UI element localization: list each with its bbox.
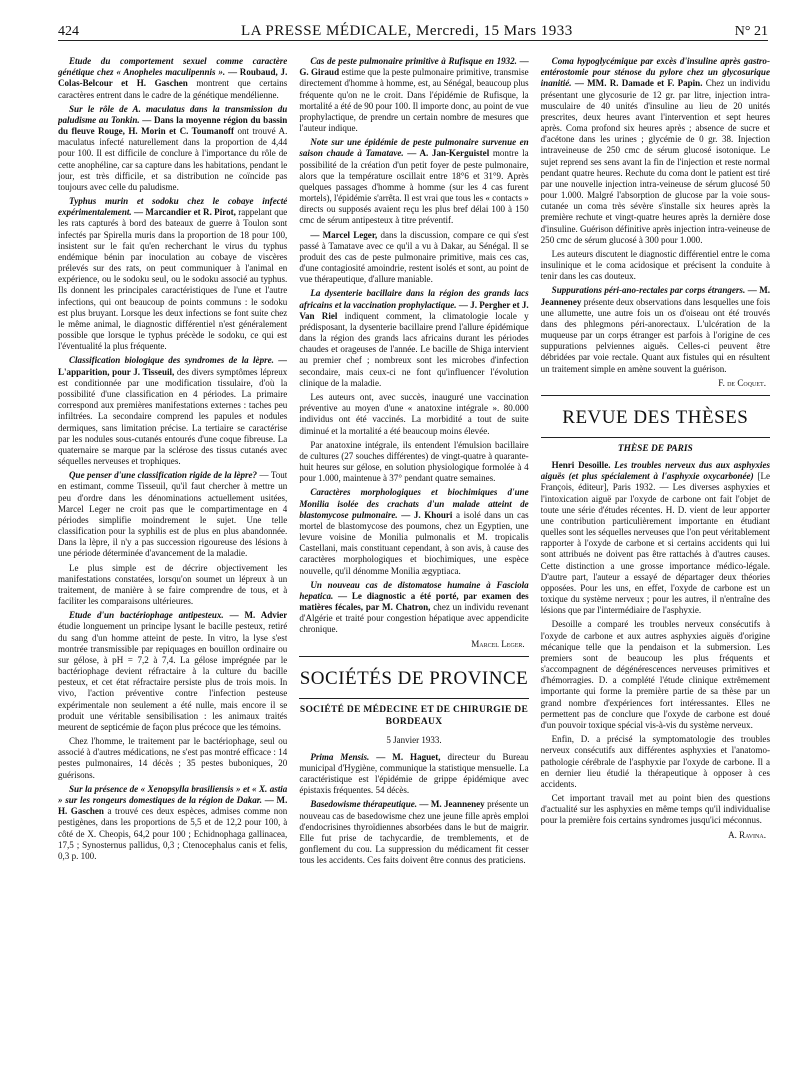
article-authors: — Marcel Leger,: [310, 229, 378, 240]
article-text: — Tout en estimant, comme Tisseuil, qu'il faut chercher à mettre un peu d'ordre dans les dénominations actuellement usitées, Marcel Leger ne croit pas que le compartimentage en 4 périodes simplifie moindrement le sujet. Une telle classification pour la syphilis est de plus en plus abandonnée. Dans la lèpre, il n'y a pas succession rigoureuse des lésions à une période déterminée d'avancement de la maladie.: [58, 470, 288, 559]
article-authors: — J. Khouri: [401, 509, 453, 520]
article-text: montre la possibilité de la création d'un petit foyer de peste pulmonaire, alors que la température oscillait entre 18°6 et 31°9. Après quelques passages d'homme à homme (sur les 4 cas furent mortels), l'épidémie s'arrêta. Il est vrai que tous les « contacts » directs ou supposés avaient reçu les plus bref délai 100 à 150 cmc de sérum antipesteux à titre préventif.: [299, 148, 529, 226]
article-text: montrent que certains caractères entrent dans le cadre de la génétique mendélienne.: [58, 78, 288, 100]
article-authors: — M. Jeanneney: [419, 799, 485, 810]
article-paragraph: [58, 563, 287, 608]
page-header: [58, 18, 768, 41]
divider: [541, 395, 770, 396]
article-text: Chez l'homme, le traitement par le bactériophage, seul ou associé à d'autres médications, ne s'est pas montré efficace : 14 pestes pulmonaires, 14 décès ; 35 pestes buboniques, 20 guérisons.: [58, 736, 288, 780]
session-date: 5 Janvier 1933.: [386, 734, 442, 745]
column-left: [58, 56, 287, 1076]
thesis-author: Henri Desoille.: [551, 460, 611, 471]
issue-number: N° 21: [734, 24, 768, 39]
article-title: La dysenterie bacillaire dans la région des grands lacs africains et la vaccination prophylactique.: [299, 288, 529, 310]
article-text: des divers symptômes lépreux est conditionnée par une modification tissulaire, d'où la possibilité d'une classification en 4 périodes. La primaire correspond aux premières manifestations externes : taches peu infiltrées. La secondaire comprend les papules et nodules dermiques, sans limitation précise. La tertiaire se caractérise par les nodules sous-cutanés entourés d'une coque fibreuse. La quaternaire se marque par la sclérose des tissus cutanés avec séquelles nerveuses et trophiques.: [58, 366, 288, 467]
divider: [541, 437, 770, 438]
article-paragraph: [299, 440, 528, 485]
article-text: rappelant que les rats capturés à bord des bateaux de guerre à Toulon sont infectés par Spirella muris dans la proportion de 18 pour 100, insistent sur le fait qu'en recherchant le virus du typhus endémique bénin par inoculation au cobaye de viscères prélevés sur des rats, on peut communiquer à l'animal en expérience, ou le sodoku seul, ou le sodoku associé au typhus. Ils donnent les principales caractéristiques de l'une et l'autre infections, qui ont beaucoup de points communs : le sodoku est plus bruyant. Lorsque les deux infections se font suite chez le même animal, le diagnostic différentiel n'est généralement possible que lorsque le typhus précède le sodoku, ce qui est l'éventualité la plus fréquente.: [58, 207, 288, 352]
article-authors: — MM. R. Damade et F. Papin.: [574, 78, 703, 89]
article-paragraph: [299, 487, 528, 576]
article-text: ont trouvé A. maculatus infecté naturellement dans la proportion de 4,44 pour 100. Il est difficile de conclure à l'importance du rôle de cette anophéline, car sa capture dans les habitations, pendant le jour, est très difficile, et sa distribution ne coïncide pas toujours avec celle du paludisme.: [58, 126, 288, 192]
article-text: Par anatoxine intégrale, ils entendent l'émulsion bacillaire de cultures (27 souches différentes) de vingt-quatre à quarante-huit heures sur gélose, en solution physiologique formolée à 4 pour 1.000, maintenue à 37° pendant quatre semaines.: [299, 439, 529, 484]
article-text: présente deux observations dans lesquelles une fois une allumette, une autre fois un os d'oiseau ont été trouvés dans des phlegmons péri-anorectaux. L'ulcération de la muqueuse par un corps étranger est parfois à l'origine de ces suppurations pelviennes aiguës. Celles-ci peuvent être débridées par voie rectale. Quant aux fistules qui en résultent un traitement simple en amène souvent la guérison.: [540, 296, 770, 374]
article-paragraph: [299, 580, 528, 636]
thesis-title: Les troubles nerveux dus aux asphyxies aiguës (et plus spécialement à l'asphyxie oxycarbonée): [540, 460, 770, 482]
article-columns: [58, 56, 770, 1076]
article-paragraph: [58, 355, 287, 467]
article-title: Que penser d'une classification rigide de la lèpre?: [69, 470, 258, 481]
thesis-paragraph: Cet important travail met au point bien des questions d'actualité sur les asphyxies en même temps qu'il individualise pour la première fois certains syndromes jusqu'ici méconnus.: [540, 793, 770, 826]
article-paragraph: [58, 196, 287, 352]
page-number: 424: [58, 24, 79, 39]
column-middle-articles: [299, 56, 528, 636]
divider: [299, 656, 528, 657]
article-authors: — G. Giraud: [299, 56, 529, 78]
article-text: étudie longuement un principe lysant le bacille pesteux, retiré du sang d'un homme atteint de peste. In vitro, la lyse s'est montrée transmissible par repiquages en bouillon ordinaire ou sur gélose, à pH = 7,2 à 7,4. La gélose imprégnée par le bactériophage devient réfractaire à la culture du bacille pesteux, et cet état réfractaire persiste plus de trois mois. In vivo, l'action préventive contre l'infection pesteuse expérimentale non seulement a été nulle, mais encore il se produit une véritable sensibilisation : les animaux traités meurent de septicémie de façon plus précoce que les témoins.: [58, 621, 288, 732]
article-title: Typhus murin et sodoku chez le cobaye infecté expérimentalement.: [58, 196, 288, 218]
article-paragraph: [299, 288, 528, 389]
article-title: Basedowisme thérapeutique.: [310, 799, 417, 810]
article-title: Classification biologique des syndromes de la lèpre.: [69, 355, 274, 366]
thesis-paragraph: Desoille a comparé les troubles nerveux consécutifs à l'oxyde de carbone et aux autres asphyxies aiguës d'origine mécanique telle que la pendaison et la submersion. Les premiers sont de beaucoup les plus fréquents et s'accompagnent de dégénérescences nerveuses primitives et d'hémorragies. D. a complété l'étude clinique extrêmement importante qui forme la première partie de sa thèse par un grand nombre d'expériences fort intéressantes. Elles ne permettent pas de conclure que l'oxyde de carbone est doué d'un pouvoir toxique spécial vis-à-vis du système nerveux.: [540, 619, 770, 730]
thesis-paragraphs: [541, 619, 770, 826]
thesis-paragraph: Enfin, D. a précisé la symptomatologie des troubles nerveux consécutifs aux différentes asphyxies et l'anatomo-pathologie cérébrale de l'asphyxie par l'oxyde de carbone. Il a en dernier lieu étudié la thérapeutique à opposer à ces accidents.: [540, 734, 770, 789]
article-authors: — Roubaud, J. Colas-Belcour et H. Gaschen: [58, 67, 288, 89]
article-title: Un nouveau cas de distomatose humaine à Fasciola hepatica.: [299, 579, 529, 601]
article-title: Cas de peste pulmonaire primitive à Rufisque en 1932.: [310, 56, 517, 66]
column-signature: F. de Coquet.: [718, 377, 766, 388]
column-middle: [299, 56, 528, 1076]
column-right: [541, 56, 770, 1076]
article-authors: — L'apparition, pour J. Tisseuil,: [58, 355, 288, 377]
article-text: chez un individu revenant d'Algérie et traité pour congestion hépatique avec appendicite chronique.: [299, 602, 529, 635]
theses-subheading: THÈSE DE PARIS: [617, 444, 693, 455]
thesis-signature: A. Ravina.: [728, 829, 766, 840]
article-paragraph: [58, 104, 287, 193]
article-text: Les auteurs ont, avec succès, inauguré une vaccination préventive au moyen d'une « anatoxine intégrale ». 80.000 individus ont été vaccinés. La morbidité a tout de suite diminué et la mortalité a été beaucoup moins élevée.: [299, 391, 529, 436]
article-authors: — M. Advier: [229, 610, 288, 621]
article-title: Prima Mensis.: [310, 751, 370, 762]
article-paragraph: [299, 56, 528, 134]
article-paragraph: [299, 799, 528, 866]
article-paragraph: [541, 249, 770, 283]
article-text: a trouvé ces deux espèces, admises comme non pestigènes, dans les proportions de 5,5 et de 12,2 pour 100, à côté de X. Cheopis, 64,2 pour 100 ; Echidnophaga gallinacea, 17,5 ; Synosternus pallidus, 0,3 ; Ctenocephalus canis et felis, 0,3 p. 100.: [58, 806, 288, 861]
article-authors: — M. H. Gaschen: [58, 795, 288, 817]
article-title: Sur le rôle de A. maculatus dans la transmission du paludisme au Tonkin.: [58, 103, 288, 125]
article-text: Le plus simple est de décrire objectivement les manifestations constatées, lorsqu'on soumet un lépreux à un traitement, de manière à se faire comprendre de tous, et à faciliter les comparaisons ultérieures.: [58, 562, 288, 607]
article-title: Note sur une épidémie de peste pulmonaire survenue en saison chaude à Tamatave.: [299, 137, 529, 159]
article-authors: — J. Pergher et J. Van Riel: [299, 299, 529, 321]
section-heading-theses: REVUE DES THÈSES: [562, 406, 749, 428]
thesis-lead-paragraph: [541, 460, 770, 616]
article-paragraph: [58, 736, 287, 781]
article-text: Les auteurs discutent le diagnostic différentiel entre le coma insulinique et le coma acidosique et précisent la conduite à tenir dans les cas douteux.: [540, 248, 770, 282]
society-items: [299, 752, 528, 867]
article-text: indiquent comment, la climatologie locale y prédisposant, la dysenterie bacillaire prend l'allure épidémique dans la région des grands lacs africains durant les périodes chaudes et orageuses de l'année. Le bacille de Shiga intervient au premier chef ; nombreux sont les microbes d'infection secondaire, mais ceux-ci ne font qu'influencer l'évolution clinique de la maladie.: [299, 310, 529, 388]
divider: [299, 698, 528, 699]
article-paragraph: [58, 56, 287, 101]
society-name: SOCIÉTÉ DE MÉDECINE ET DE CHIRURGIE DE BORDEAUX: [299, 705, 529, 727]
article-text: directeur du Bureau municipal d'Hygiène, communique la statistique mensuelle. La caractéristique est l'épidémie de grippe épidémique avec épistaxis fréquentes. 54 décès.: [299, 751, 529, 796]
article-text: estime que la peste pulmonaire primitive, transmise directement d'homme à homme, est, au Sénégal, beaucoup plus fréquente qu'on ne le croit. Dans l'épidémie de Rufisque, la mortalité a été de 90 pour 100. Il importe donc, au point de vue prophylactique, de prendre un certain nombre de mesures que l'auteur indique.: [299, 67, 529, 134]
article-text: dans la discussion, compare ce qui s'est passé à Tamatave avec ce qu'il a vu à Dakar, au Sénégal. Il se produit des cas de peste pulmonaire primitive, mais ces cas, d'une contagiosité amoindrie, restent isolés et sont, au point de vue thérapeutique, d'allure maniable.: [299, 229, 529, 285]
article-paragraph: [58, 470, 287, 559]
article-authors: — Le diagnostic a été porté, par examen des matières fécales, par M. Chatron,: [299, 590, 529, 613]
column-right-articles: [541, 56, 770, 375]
article-authors: — M. Jeanneney: [540, 285, 770, 307]
article-paragraph: [541, 285, 770, 374]
article-title: Coma hypoglycémique par excès d'insuline après gastro-entérostomie pour sténose du pylore chez un glycosurique inanitié.: [540, 56, 770, 89]
article-title: Caractères morphologiques et biochimiques d'une Monilia isolée des crachats d'un malade atteint de blastomycose pulmonaire.: [299, 487, 529, 520]
article-paragraph: [299, 392, 528, 437]
article-text: Chez un individu présentant une glycosurie de 12 gr. par litre, injection intra-musculaire de 40 unités d'insuline au lieu de 20 unités prescrites, deux heures avant l'intervention et sept heures après. Coma profond six heures après ; absence de sucre et d'acétone dans les urines ; glycémie de 0 gr. 38. Injection intraveineuse de 250 cmc de sérum glucosé isotonique. Le sujet reprend ses sens avant la fin de l'injection et reste normal pendant quatre heures. Rechute du coma dont le patient est tiré par une nouvelle injection intra-veineuse de sérum glucosé 50 pour 1.000. Malgré l'absorption de glucose par la voie sous-cutanée un coma très sévère s'installe six heures après la première rechute et vingt-quatre heures après la dernière dose d'insuline. Guérison définitive après injection intra-veineuse de 250 cmc de sérum glucosé à 300 pour 1.000.: [540, 78, 770, 245]
column-signature: Marcel Leger.: [471, 638, 525, 649]
article-authors: — M. Haguet,: [376, 751, 441, 762]
article-paragraph: [541, 56, 770, 246]
thesis-text: [Le François, éditeur], Paris 1932. — Les diverses asphyxies et l'intoxication aiguë par l'oxyde de carbone ont fait l'objet de toute une série d'études récentes. H. D. vient de leur apporter une contribution particulièrement importante en étudiant quelles sont les séquelles nerveuses que l'on peut véritablement rapporter à l'oxyde de carbone et si certains accidents qui lui sont attribués ne doivent pas être rattachés à d'autres causes. Cette distinction a une grosse importance médico-légale. D'autre part, l'auteur a essayé de départager deux théories opposées. Pour les uns, en effet, l'oxyde de carbone est un toxique du système nerveux ; pour les autres, il n'entraîne des lésions que par l'intermédiaire de l'asphyxie.: [540, 471, 770, 616]
article-paragraph: [299, 137, 528, 226]
article-title: Sur la présence de « Xenopsylla brasiliensis » et « X. astia » sur les rongeurs domestiques de la région de Dakar.: [58, 783, 288, 805]
article-paragraph: [58, 784, 287, 862]
article-paragraph: [58, 610, 287, 733]
article-text: a isolé dans un cas mortel de blastomycose des poumons, chez un Egyptien, une levure voisine de Monilia pulmonalis et M. tropicalis Castellani, mais constituant cependant, à son avis, à cause des caractères morphologiques et biochimiques, une espèce nouvelle, qu'il dénomme Monilia ægyptiaca.: [299, 509, 529, 576]
article-title: Etude d'un bactériophage antipesteux.: [69, 610, 224, 621]
masthead: LA PRESSE MÉDICALE, Mercredi, 15 Mars 1933: [240, 23, 573, 39]
article-paragraph: [299, 230, 528, 286]
section-heading-societes: SOCIÉTÉS DE PROVINCE: [299, 667, 529, 689]
article-authors: — Dans la moyenne région du bassin du fleuve Rouge, H. Morin et C. Toumanoff: [58, 114, 288, 137]
article-title: Suppurations péri-ano-rectales par corps étrangers.: [551, 285, 746, 296]
article-text: présente un nouveau cas de basedowisme chez une jeune fille après emploi d'endocrisines thyroïdiennes absorbées dans le but de maigrir. Elle fut prise de tachycardie, de tremblements, et de gonflement du cou. La suppression du médicament fit cesser tous les accidents. Ces faits doivent être connus des praticiens.: [299, 799, 529, 866]
article-paragraph: [299, 752, 528, 797]
article-authors: — Marcandier et R. Pirot,: [133, 207, 236, 218]
article-authors: — A. Jan-Kerguistel: [407, 148, 490, 159]
article-title: Etude du comportement sexuel comme caractère génétique chez « Anopheles maculipennis ».: [58, 56, 288, 78]
